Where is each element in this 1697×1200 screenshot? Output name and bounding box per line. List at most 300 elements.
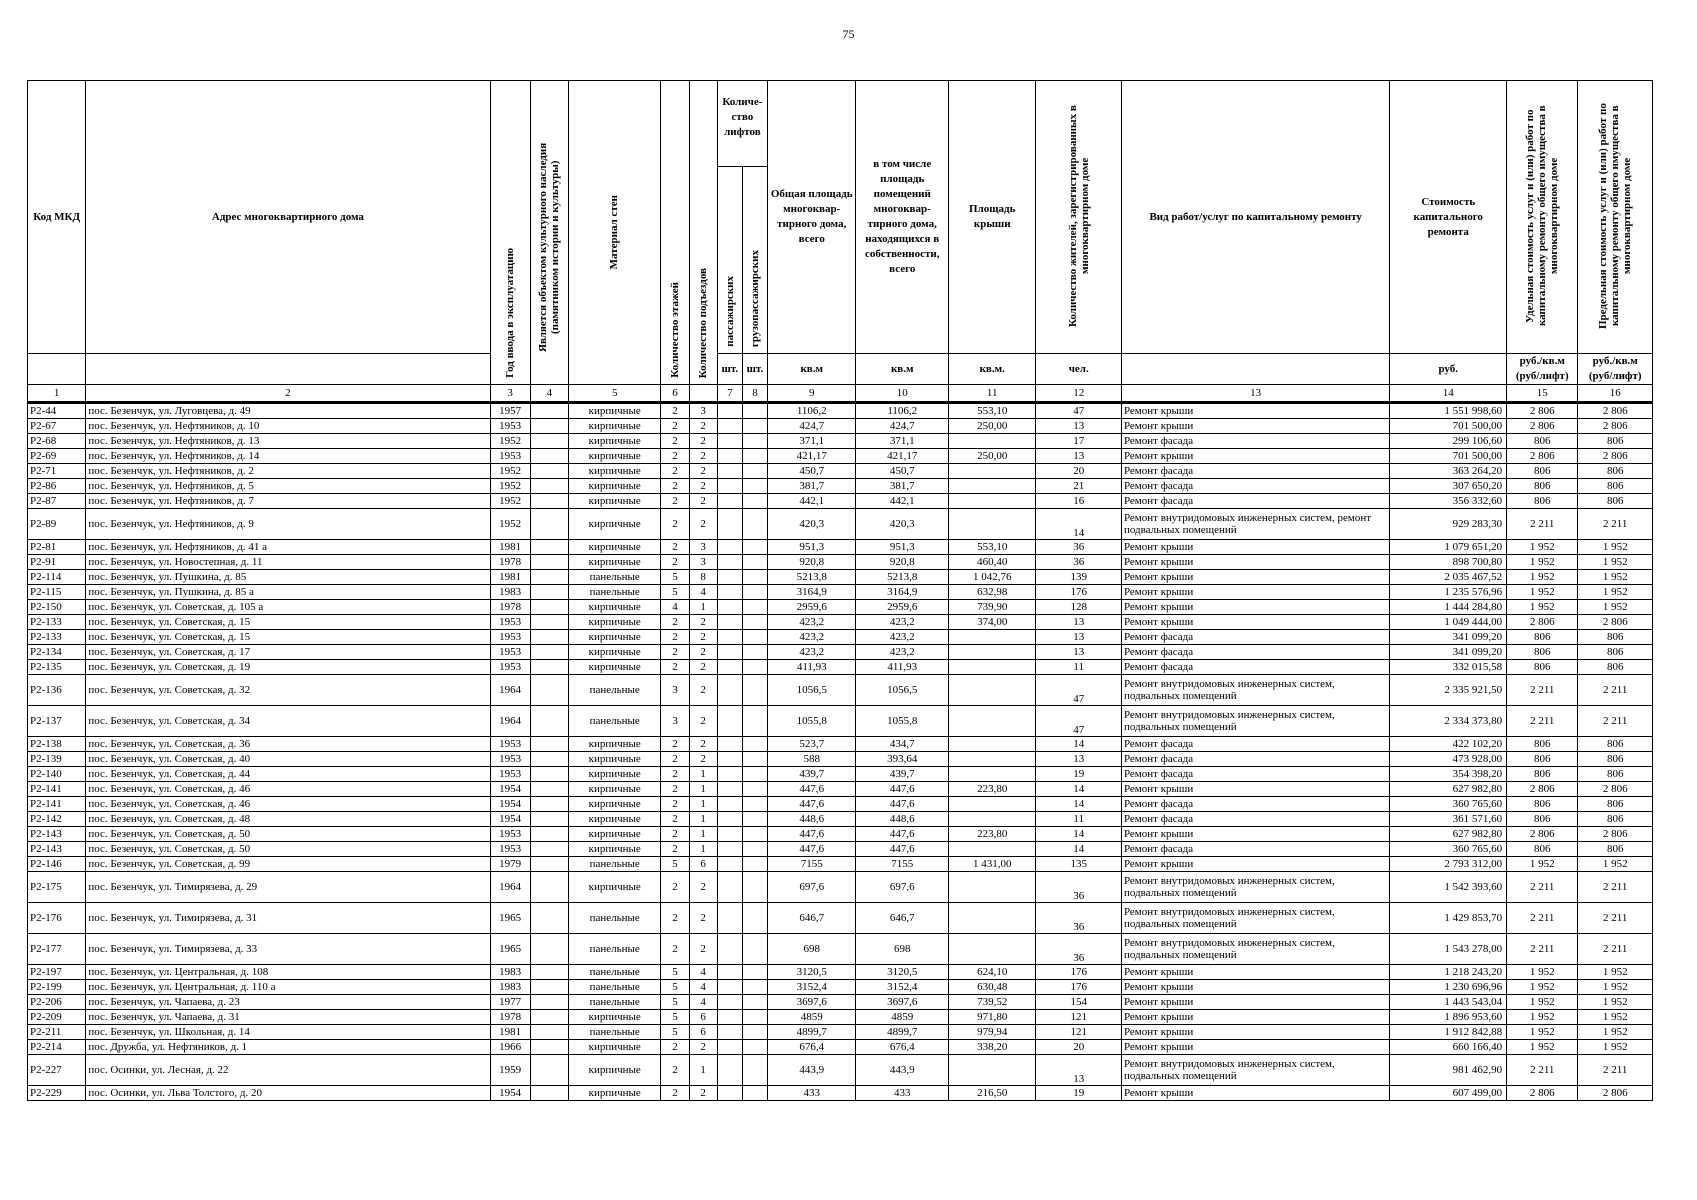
cell-lifts-pass [717, 737, 742, 752]
cell-area-total: 3152,4 [768, 980, 856, 995]
cell-heritage [530, 419, 568, 434]
column-number: 16 [1578, 385, 1653, 403]
cell-work: Ремонт фасада [1121, 630, 1389, 645]
cell-unit-cost: 2 211 [1507, 934, 1578, 965]
cell-lifts-cargo [742, 555, 767, 570]
cell-limit-cost: 806 [1578, 464, 1653, 479]
unit-area-total: кв.м [768, 354, 856, 385]
column-number: 14 [1390, 385, 1507, 403]
cell-floors: 2 [661, 479, 689, 494]
cell-area-owned: 698 [856, 934, 949, 965]
cell-walls: панельные [568, 706, 661, 737]
cell-code: Р2-197 [28, 965, 86, 980]
cell-lifts-pass [717, 434, 742, 449]
cell-year: 1952 [490, 434, 530, 449]
header-lifts-cargo: грузопассажирских [742, 166, 767, 353]
cell-lifts-cargo [742, 1086, 767, 1101]
cell-lifts-pass [717, 600, 742, 615]
cell-lifts-pass [717, 555, 742, 570]
cell-area-total: 447,6 [768, 842, 856, 857]
cell-cost: 660 166,40 [1390, 1040, 1507, 1055]
cell-residents: 14 [1036, 842, 1121, 857]
cell-cost: 422 102,20 [1390, 737, 1507, 752]
cell-roof [948, 434, 1035, 449]
table-row [28, 934, 1653, 965]
cell-walls: кирпичные [568, 630, 661, 645]
cell-lifts-pass [717, 903, 742, 934]
cell-roof [948, 752, 1035, 767]
cell-limit-cost: 806 [1578, 752, 1653, 767]
cell-cost: 360 765,60 [1390, 797, 1507, 812]
cell-lifts-cargo [742, 570, 767, 585]
cell-unit-cost: 806 [1507, 797, 1578, 812]
cell-cost: 2 793 312,00 [1390, 857, 1507, 872]
cell-heritage [530, 872, 568, 903]
cell-address: пос. Безенчук, ул. Центральная, д. 108 [86, 965, 490, 980]
cell-code: Р2-67 [28, 419, 86, 434]
cell-floors: 2 [661, 449, 689, 464]
cell-residents: 47 [1036, 403, 1121, 419]
table-row [28, 812, 1653, 827]
cell-year: 1953 [490, 842, 530, 857]
cell-lifts-cargo [742, 494, 767, 509]
cell-entrances: 8 [689, 570, 717, 585]
cell-entrances: 2 [689, 479, 717, 494]
cell-floors: 2 [661, 630, 689, 645]
cell-year: 1965 [490, 934, 530, 965]
cell-limit-cost: 1 952 [1578, 1025, 1653, 1040]
column-number: 13 [1121, 385, 1389, 403]
cell-heritage [530, 494, 568, 509]
cell-area-owned: 5213,8 [856, 570, 949, 585]
cell-unit-cost: 1 952 [1507, 540, 1578, 555]
cell-address: пос. Безенчук, ул. Советская, д. 15 [86, 615, 490, 630]
cell-roof: 632,98 [948, 585, 1035, 600]
cell-work: Ремонт фасада [1121, 434, 1389, 449]
cell-heritage [530, 980, 568, 995]
cell-unit-cost: 2 806 [1507, 782, 1578, 797]
cell-entrances: 2 [689, 509, 717, 540]
cell-year: 1977 [490, 995, 530, 1010]
cell-cost: 1 543 278,00 [1390, 934, 1507, 965]
cell-floors: 5 [661, 570, 689, 585]
cell-area-total: 423,2 [768, 645, 856, 660]
cell-lifts-pass [717, 1040, 742, 1055]
cell-address: пос. Безенчук, ул. Школьная, д. 14 [86, 1025, 490, 1040]
cell-limit-cost: 1 952 [1578, 857, 1653, 872]
cell-walls: панельные [568, 965, 661, 980]
capital-repair-table [27, 80, 1653, 1101]
cell-floors: 5 [661, 980, 689, 995]
cell-area-total: 423,2 [768, 630, 856, 645]
cell-walls: кирпичные [568, 1086, 661, 1101]
cell-floors: 4 [661, 600, 689, 615]
cell-work: Ремонт фасада [1121, 752, 1389, 767]
cell-unit-cost: 2 806 [1507, 615, 1578, 630]
cell-lifts-cargo [742, 434, 767, 449]
cell-address: пос. Безенчук, ул. Советская, д. 44 [86, 767, 490, 782]
cell-unit-cost: 2 211 [1507, 675, 1578, 706]
cell-entrances: 1 [689, 797, 717, 812]
cell-unit-cost: 1 952 [1507, 965, 1578, 980]
cell-year: 1954 [490, 782, 530, 797]
cell-heritage [530, 479, 568, 494]
cell-residents: 128 [1036, 600, 1121, 615]
cell-address: пос. Безенчук, ул. Чапаева, д. 31 [86, 1010, 490, 1025]
cell-area-owned: 381,7 [856, 479, 949, 494]
cell-work: Ремонт крыши [1121, 540, 1389, 555]
table-row [28, 737, 1653, 752]
cell-address: пос. Безенчук, ул. Новостепная, д. 11 [86, 555, 490, 570]
cell-roof [948, 494, 1035, 509]
cell-lifts-cargo [742, 706, 767, 737]
cell-cost: 1 912 842,88 [1390, 1025, 1507, 1040]
table-header [28, 81, 1653, 403]
cell-walls: кирпичные [568, 479, 661, 494]
cell-limit-cost: 806 [1578, 737, 1653, 752]
header-unit-cost: Удельная стоимость услуг и (или) работ по капитальному ремонту общего имущества в многоквартирном доме [1507, 81, 1578, 354]
cell-roof: 216,50 [948, 1086, 1035, 1101]
cell-unit-cost: 806 [1507, 660, 1578, 675]
cell-work: Ремонт крыши [1121, 570, 1389, 585]
cell-area-owned: 447,6 [856, 797, 949, 812]
cell-limit-cost: 2 211 [1578, 903, 1653, 934]
cell-unit-cost: 1 952 [1507, 1040, 1578, 1055]
cell-floors: 2 [661, 1055, 689, 1086]
cell-lifts-pass [717, 782, 742, 797]
cell-floors: 2 [661, 782, 689, 797]
cell-roof [948, 903, 1035, 934]
table-row [28, 494, 1653, 509]
cell-cost: 1 896 953,60 [1390, 1010, 1507, 1025]
cell-entrances: 2 [689, 449, 717, 464]
cell-area-owned: 420,3 [856, 509, 949, 540]
cell-unit-cost: 806 [1507, 479, 1578, 494]
cell-year: 1953 [490, 737, 530, 752]
cell-lifts-pass [717, 675, 742, 706]
cell-area-owned: 442,1 [856, 494, 949, 509]
cell-residents: 13 [1036, 752, 1121, 767]
cell-area-owned: 424,7 [856, 419, 949, 434]
cell-unit-cost: 1 952 [1507, 1010, 1578, 1025]
cell-work: Ремонт фасада [1121, 737, 1389, 752]
cell-work: Ремонт крыши [1121, 449, 1389, 464]
cell-roof [948, 675, 1035, 706]
cell-area-total: 3164,9 [768, 585, 856, 600]
cell-heritage [530, 403, 568, 419]
table-body [28, 403, 1653, 1101]
cell-heritage [530, 812, 568, 827]
cell-work: Ремонт внутридомовых инженерных систем, подвальных помещений [1121, 872, 1389, 903]
cell-heritage [530, 706, 568, 737]
table-row [28, 980, 1653, 995]
cell-cost: 341 099,20 [1390, 630, 1507, 645]
column-number-row [28, 385, 1653, 403]
column-number: 11 [948, 385, 1035, 403]
cell-entrances: 2 [689, 903, 717, 934]
table-row [28, 540, 1653, 555]
cell-area-total: 3120,5 [768, 965, 856, 980]
cell-walls: панельные [568, 570, 661, 585]
cell-lifts-pass [717, 842, 742, 857]
cell-residents: 20 [1036, 464, 1121, 479]
cell-year: 1954 [490, 812, 530, 827]
column-number: 6 [661, 385, 689, 403]
table-row [28, 965, 1653, 980]
cell-area-total: 450,7 [768, 464, 856, 479]
cell-roof [948, 660, 1035, 675]
cell-cost: 341 099,20 [1390, 645, 1507, 660]
cell-residents: 36 [1036, 934, 1121, 965]
cell-area-owned: 2959,6 [856, 600, 949, 615]
cell-entrances: 2 [689, 872, 717, 903]
cell-lifts-pass [717, 645, 742, 660]
table-row [28, 600, 1653, 615]
cell-area-owned: 411,93 [856, 660, 949, 675]
cell-address: пос. Безенчук, ул. Нефтяников, д. 7 [86, 494, 490, 509]
cell-walls: кирпичные [568, 842, 661, 857]
cell-unit-cost: 806 [1507, 767, 1578, 782]
unit-lifts-pass: шт. [717, 354, 742, 385]
cell-walls: кирпичные [568, 540, 661, 555]
cell-unit-cost: 806 [1507, 752, 1578, 767]
cell-lifts-pass [717, 419, 742, 434]
cell-walls: кирпичные [568, 464, 661, 479]
cell-entrances: 2 [689, 630, 717, 645]
cell-address: пос. Безенчук, ул. Тимирязева, д. 33 [86, 934, 490, 965]
cell-heritage [530, 797, 568, 812]
column-number: 10 [856, 385, 949, 403]
cell-area-owned: 447,6 [856, 827, 949, 842]
cell-walls: кирпичные [568, 645, 661, 660]
cell-work: Ремонт крыши [1121, 1025, 1389, 1040]
cell-unit-cost: 806 [1507, 434, 1578, 449]
cell-cost: 607 499,00 [1390, 1086, 1507, 1101]
cell-entrances: 2 [689, 494, 717, 509]
cell-heritage [530, 827, 568, 842]
cell-cost: 360 765,60 [1390, 842, 1507, 857]
header-limit-cost: Предельная стоимость услуг и (или) работ по капитальному ремонту общего имущества в многоквартирном доме [1578, 81, 1653, 354]
cell-work: Ремонт крыши [1121, 857, 1389, 872]
cell-entrances: 1 [689, 767, 717, 782]
cell-work: Ремонт внутридомовых инженерных систем, подвальных помещений [1121, 706, 1389, 737]
cell-entrances: 3 [689, 540, 717, 555]
cell-area-owned: 1056,5 [856, 675, 949, 706]
cell-limit-cost: 1 952 [1578, 540, 1653, 555]
cell-entrances: 6 [689, 1010, 717, 1025]
cell-lifts-pass [717, 980, 742, 995]
cell-entrances: 2 [689, 737, 717, 752]
cell-lifts-cargo [742, 872, 767, 903]
cell-area-owned: 421,17 [856, 449, 949, 464]
cell-unit-cost: 2 806 [1507, 1086, 1578, 1101]
cell-code: Р2-143 [28, 827, 86, 842]
header-area-owned: в том числе площадь помещений многоквар- тирного дома, находящихся в собственности, всего [856, 81, 949, 354]
page-number: 75 [842, 27, 855, 41]
cell-residents: 19 [1036, 1086, 1121, 1101]
cell-cost: 1 079 651,20 [1390, 540, 1507, 555]
cell-area-owned: 423,2 [856, 630, 949, 645]
cell-code: Р2-211 [28, 1025, 86, 1040]
cell-area-total: 1056,5 [768, 675, 856, 706]
cell-code: Р2-206 [28, 995, 86, 1010]
cell-lifts-cargo [742, 782, 767, 797]
cell-address: пос. Безенчук, ул. Луговцева, д. 49 [86, 403, 490, 419]
cell-floors: 2 [661, 509, 689, 540]
cell-floors: 2 [661, 494, 689, 509]
cell-area-total: 5213,8 [768, 570, 856, 585]
cell-lifts-cargo [742, 600, 767, 615]
cell-roof: 460,40 [948, 555, 1035, 570]
cell-year: 1953 [490, 767, 530, 782]
cell-walls: панельные [568, 934, 661, 965]
cell-address: пос. Безенчук, ул. Советская, д. 15 [86, 630, 490, 645]
cell-work: Ремонт крыши [1121, 1010, 1389, 1025]
cell-limit-cost: 806 [1578, 767, 1653, 782]
cell-unit-cost: 2 806 [1507, 827, 1578, 842]
cell-area-total: 3697,6 [768, 995, 856, 1010]
cell-floors: 2 [661, 434, 689, 449]
cell-walls: панельные [568, 980, 661, 995]
cell-limit-cost: 806 [1578, 434, 1653, 449]
cell-entrances: 6 [689, 857, 717, 872]
cell-entrances: 4 [689, 980, 717, 995]
column-number: 15 [1507, 385, 1578, 403]
table-row [28, 615, 1653, 630]
cell-area-owned: 3697,6 [856, 995, 949, 1010]
cell-residents: 13 [1036, 419, 1121, 434]
table-row [28, 872, 1653, 903]
cell-cost: 1 218 243,20 [1390, 965, 1507, 980]
cell-roof: 553,10 [948, 540, 1035, 555]
cell-walls: панельные [568, 675, 661, 706]
cell-address: пос. Безенчук, ул. Советская, д. 36 [86, 737, 490, 752]
cell-limit-cost: 1 952 [1578, 570, 1653, 585]
cell-walls: кирпичные [568, 660, 661, 675]
cell-area-owned: 423,2 [856, 645, 949, 660]
cell-unit-cost: 806 [1507, 630, 1578, 645]
cell-walls: кирпичные [568, 419, 661, 434]
cell-area-total: 646,7 [768, 903, 856, 934]
cell-address: пос. Безенчук, ул. Пушкина, д. 85 а [86, 585, 490, 600]
cell-lifts-cargo [742, 752, 767, 767]
cell-entrances: 2 [689, 660, 717, 675]
cell-lifts-cargo [742, 934, 767, 965]
cell-lifts-pass [717, 1025, 742, 1040]
cell-entrances: 2 [689, 1040, 717, 1055]
cell-limit-cost: 1 952 [1578, 1040, 1653, 1055]
cell-cost: 2 035 467,52 [1390, 570, 1507, 585]
cell-work: Ремонт фасада [1121, 464, 1389, 479]
cell-residents: 135 [1036, 857, 1121, 872]
cell-lifts-cargo [742, 965, 767, 980]
cell-code: Р2-87 [28, 494, 86, 509]
cell-cost: 1 443 543,04 [1390, 995, 1507, 1010]
table-row [28, 903, 1653, 934]
cell-year: 1981 [490, 540, 530, 555]
table-row [28, 767, 1653, 782]
column-number: 7 [717, 385, 742, 403]
cell-cost: 981 462,90 [1390, 1055, 1507, 1086]
header-residents: Количество жителей, зарегистрированных в многоквартирном доме [1036, 81, 1121, 354]
cell-year: 1957 [490, 403, 530, 419]
cell-lifts-pass [717, 464, 742, 479]
cell-area-total: 523,7 [768, 737, 856, 752]
cell-cost: 1 444 284,80 [1390, 600, 1507, 615]
cell-heritage [530, 434, 568, 449]
cell-lifts-cargo [742, 767, 767, 782]
cell-lifts-cargo [742, 827, 767, 842]
cell-walls: кирпичные [568, 767, 661, 782]
cell-limit-cost: 806 [1578, 660, 1653, 675]
cell-code: Р2-176 [28, 903, 86, 934]
cell-limit-cost: 1 952 [1578, 980, 1653, 995]
cell-entrances: 2 [689, 645, 717, 660]
cell-floors: 2 [661, 752, 689, 767]
cell-work: Ремонт крыши [1121, 1040, 1389, 1055]
cell-unit-cost: 2 211 [1507, 1055, 1578, 1086]
cell-area-total: 421,17 [768, 449, 856, 464]
column-number: 5 [568, 385, 661, 403]
cell-unit-cost: 2 211 [1507, 509, 1578, 540]
cell-area-total: 4899,7 [768, 1025, 856, 1040]
cell-year: 1959 [490, 1055, 530, 1086]
cell-limit-cost: 1 952 [1578, 555, 1653, 570]
cell-heritage [530, 767, 568, 782]
cell-unit-cost: 806 [1507, 645, 1578, 660]
cell-residents: 13 [1036, 645, 1121, 660]
header-heritage: Является объектом культурного наследия (памятником истории и культуры) [530, 81, 568, 385]
cell-residents: 176 [1036, 965, 1121, 980]
cell-floors: 2 [661, 540, 689, 555]
cell-floors: 2 [661, 797, 689, 812]
cell-roof: 979,94 [948, 1025, 1035, 1040]
cell-work: Ремонт крыши [1121, 827, 1389, 842]
header-lifts-pass: пассажирских [717, 166, 742, 353]
table-row [28, 479, 1653, 494]
cell-area-owned: 3120,5 [856, 965, 949, 980]
unit-area-owned: кв.м [856, 354, 949, 385]
cell-lifts-pass [717, 1010, 742, 1025]
cell-floors: 5 [661, 1025, 689, 1040]
cell-code: Р2-142 [28, 812, 86, 827]
cell-year: 1966 [490, 1040, 530, 1055]
cell-roof: 250,00 [948, 449, 1035, 464]
cell-lifts-pass [717, 934, 742, 965]
cell-lifts-cargo [742, 403, 767, 419]
cell-year: 1953 [490, 615, 530, 630]
cell-code: Р2-141 [28, 797, 86, 812]
cell-residents: 14 [1036, 509, 1121, 540]
cell-work: Ремонт фасада [1121, 645, 1389, 660]
cell-residents: 20 [1036, 1040, 1121, 1055]
cell-code: Р2-199 [28, 980, 86, 995]
cell-unit-cost: 1 952 [1507, 600, 1578, 615]
cell-year: 1983 [490, 980, 530, 995]
cell-code: Р2-214 [28, 1040, 86, 1055]
table-row [28, 449, 1653, 464]
cell-limit-cost: 2 806 [1578, 1086, 1653, 1101]
cell-floors: 2 [661, 903, 689, 934]
cell-year: 1954 [490, 797, 530, 812]
cell-lifts-pass [717, 995, 742, 1010]
cell-area-owned: 3164,9 [856, 585, 949, 600]
cell-lifts-cargo [742, 645, 767, 660]
cell-area-total: 447,6 [768, 782, 856, 797]
cell-code: Р2-227 [28, 1055, 86, 1086]
cell-unit-cost: 2 211 [1507, 872, 1578, 903]
header-code: Код МКД [28, 81, 86, 354]
